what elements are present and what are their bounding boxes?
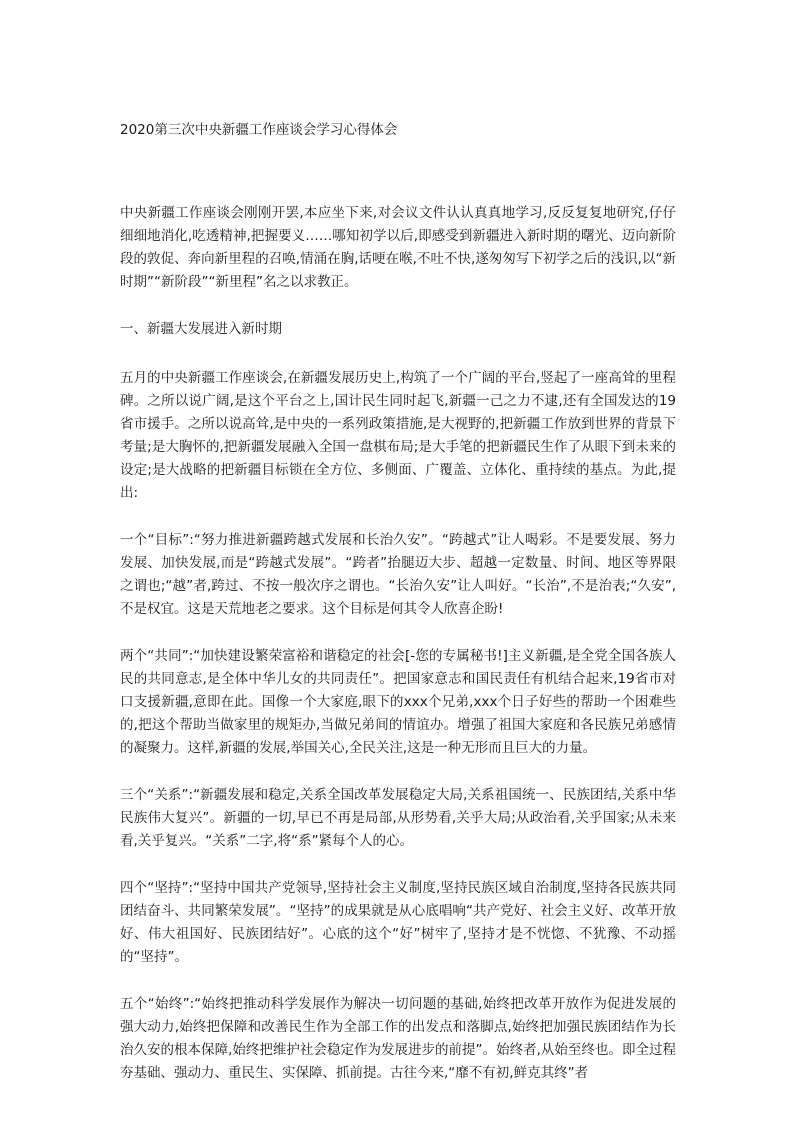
- paragraph-four-adhere: 四个“坚持”:“坚持中国共产党领导,坚持社会主义制度,坚持民族区域自治制度,坚持各民族共同团结奋斗、共同繁荣发展”。“坚持”的成果就是从心底唱响“共产党好、社会主义好、改革开放好、伟大祖国好、民族团结好”。心底的这个“好”树牢了,坚持才是不恍惚、不犹豫、不动摇的“坚持”。: [120, 880, 676, 965]
- paragraph-intro: 中央新疆工作座谈会刚刚开罢,本应坐下来,对会议文件认认真真地学习,反反复复地研究,仔仔细细地消化,吃透精神,把握要义……哪知初学以后,即感受到新疆进入新时期的曙光、迈向新阶段的敦促、奔向新里程的召唤,情涌在胸,话哽在喉,不吐不快,遂匆匆写下初学之后的浅识,以“新时期”“新阶段”“新里程”名之以求教正。: [120, 205, 676, 290]
- paragraph-may-conference: 五月的中央新疆工作座谈会,在新疆发展历史上,构筑了一个广阔的平台,竖起了一座高耸的里程碑。之所以说广阔,是这个平台之上,国计民生同时起飞,新疆一己之力不逮,还有全国发达的19省市援手。之所以说高耸,是中央的一系列政策措施,是大视野的,把新疆工作放到世界的背景下考量;是大胸怀的,把新疆发展融入全国一盘棋布局;是大手笔的把新疆民生作了从眼下到未来的设定;是大战略的把新疆目标锁在全方位、多侧面、广覆盖、立体化、重持续的基点。为此,提出:: [120, 370, 676, 501]
- paragraph-two-common: 两个“共同”:“加快建设繁荣富裕和谐稳定的社会[-您的专属秘书!]主义新疆,是全党全国各族人民的共同意志,是全体中华儿女的共同责任”。把国家意志和国民责任有机结合起来,19省市对口支援新疆,意即在此。国像一个大家庭,眼下的xxx个兄弟,xxx个日子好些的帮助一个困难些的,把这个帮助当做家里的规矩办,当做兄弟间的情谊办。增强了祖国大家庭和各民族兄弟感情的凝聚力。这样,新疆的发展,举国关心,全民关注,这是一种无形而且巨大的力量。: [120, 648, 676, 756]
- section-heading-1: 一、新疆大发展进入新时期: [120, 321, 282, 337]
- paragraph-one-goal: 一个“目标”:“努力推进新疆跨越式发展和长治久安”。“跨越式”让人喝彩。不是要发展、努力发展、加快发展,而是“跨越式发展”。“跨者”抬腿迈大步、超越一定数量、时间、地区等界限之谓也;“越”者,跨过、不按一般次序之谓也。“长治久安”让人叫好。“长治”,不是治表;“久安”,不是权宜。这是天荒地老之要求。这个目标是何其令人欣喜企盼!: [120, 532, 676, 617]
- paragraph-three-relations: 三个“关系”:“新疆发展和稳定,关系全国改革发展稳定大局,关系祖国统一、民族团结,关系中华民族伟大复兴”。新疆的一切,早已不再是局部,从形势看,关乎大局;从政治看,关乎国家;从未来看,关乎复兴。“关系”二字,将“系”紧每个人的心。: [120, 787, 676, 849]
- document-title: 2020第三次中央新疆工作座谈会学习心得体会: [120, 122, 398, 138]
- paragraph-five-always: 五个“始终”:“始终把推动科学发展作为解决一切问题的基础,始终把改革开放作为促进发展的强大动力,始终把保障和改善民生作为全部工作的出发点和落脚点,始终把加强民族团结作为长治久安的根本保障,始终把维护社会稳定作为发展进步的前提”。始终者,从始至终也。即全过程夯基础、强动力、重民生、实保障、抓前提。古往今来,“靡不有初,鲜克其终”者: [120, 996, 676, 1081]
- document-body: [120, 202, 676, 1109]
